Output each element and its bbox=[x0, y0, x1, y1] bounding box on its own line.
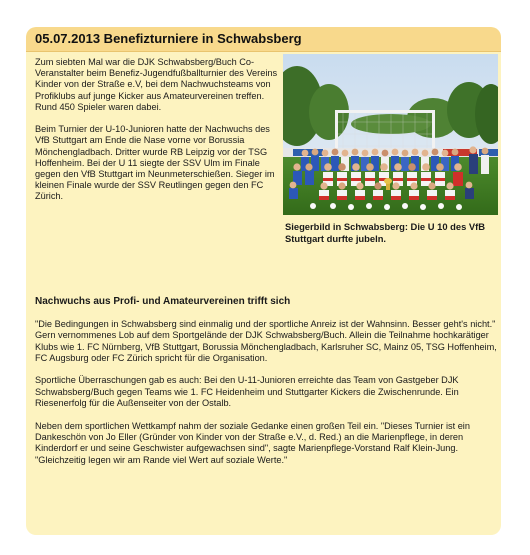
team-photo bbox=[283, 54, 498, 215]
section-heading: Nachwuchs aus Profi- und Amateurvereinen trifft sich bbox=[35, 296, 291, 307]
article-title: 05.07.2013 Benefizturniere in Schwabsberg bbox=[35, 31, 302, 46]
photo-caption: Siegerbild in Schwabsberg: Die U 10 des VfB Stuttgart durfte jubeln. bbox=[285, 221, 486, 244]
body-paragraph-3: Neben dem sportlichen Wettkampf nahm der soziale Gedanke einen großen Teil ein. "Dieses Turnier ist ein Dankeschön von Jo Eller (Gründer von Kinder von der Straße e.V., d. Red.) an die Marienpflege, in deren Kinderdorf er und seine Geschwister aufgewachsen sind", sagte Marienpflege-Vorstand Ralf Klein-Jung. "Gleichzeitig legen wir am Rande viel Wert auf soziale Werte." bbox=[35, 420, 470, 465]
body-paragraph-2: Sportliche Überraschungen gab es auch: Bei den U-11-Junioren erreichte das Team von Gastgeber DJK Schwabsberg/Buch gegen Teams wie 1. FC Heidenheim und Stuttgarter Kickers die Zwischenrunde. Ein Riesenerfolg für die Außenseiter von der Ostalb. bbox=[35, 375, 459, 409]
article-title-bar bbox=[26, 27, 501, 52]
team-photo-image bbox=[283, 54, 498, 215]
article-card bbox=[26, 27, 501, 535]
body-paragraph-1: "Die Bedingungen in Schwabsberg sind einmalig und der sportliche Anreiz ist der Wahnsinn. Besser geht's nicht." Gern vernommenes Lob auf dem Sportgelände der DJK Schwabsberg/Buch. Allein die Teilnahme hochkarätiger Klubs wie 1. FC Nürnberg, VfB Stuttgart, Borussia Mönchengladbach, Karlsruher SC, Mainz 05, TSG Hoffenheim, FC Augsburg oder FC Zürich spricht für die Organisation. bbox=[35, 319, 497, 363]
lead-paragraph-2: Beim Turnier der U-10-Junioren hatte der Nachwuchs des VfB Stuttgart am Ende die Nase vorne vor Borussia Mönchengladbach. Dritter wurde RB Leipzig vor der TSG Hoffenheim. Bei der U 11 siegte der SSV Ulm im Finale gegen den VfB Stuttgart im Neunmeterschießen. Sieger im kleinen Finale wurde der SSV Reutlingen gegen den FC Zürich. bbox=[35, 124, 275, 202]
article-body bbox=[35, 319, 497, 466]
lead-text bbox=[35, 57, 281, 203]
lead-paragraph-1: Zum siebten Mal war die DJK Schwabsberg/Buch Co-Veranstalter beim Benefiz-Jugendfußballturnier des Vereins Kinder von der Straße e.V, bei dem Nachwuchsteams von Profiklubs auf junge Kicker aus Amateurvereinen treffen. Rund 450 Spieler waren dabei. bbox=[35, 57, 278, 112]
